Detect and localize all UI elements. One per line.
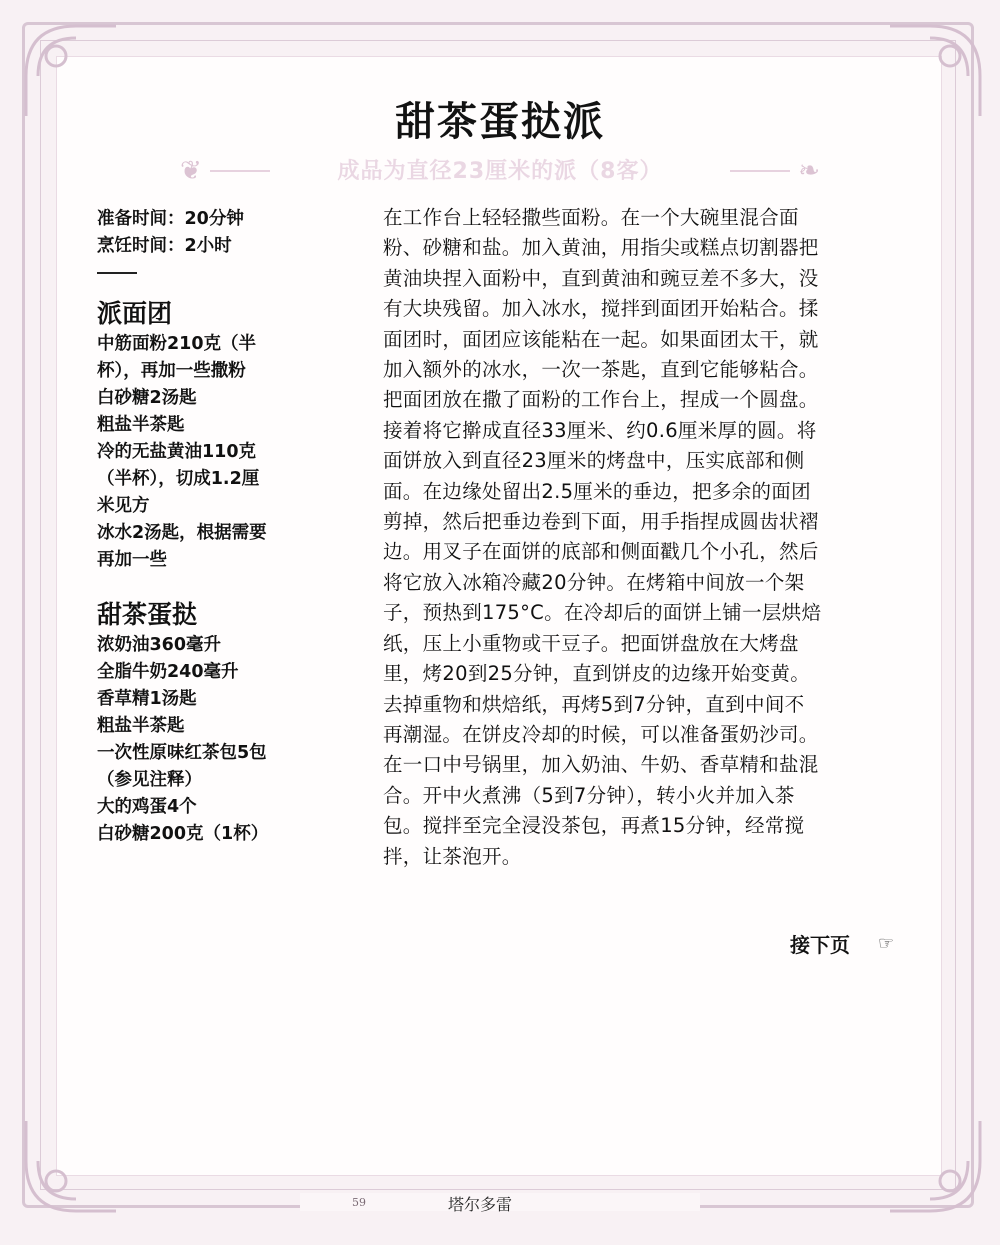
scroll-ornament-icon: ❧ [798,156,820,186]
instruction-line: 去掉重物和烘焙纸，再烤5到7分钟，直到中间不 [383,692,805,716]
next-page-label: 接下页 [790,933,850,957]
ingredient-line: 米见方 [97,496,150,516]
book-title: 塔尔多雷 [448,1195,513,1214]
ingredient-line: 全脂牛奶240毫升 [97,662,239,682]
instruction-line: 纸，压上小重物或干豆子。把面饼盘放在大烤盘 [383,631,799,655]
corner-ornament-icon [16,1101,136,1221]
instruction-line: 在工作台上轻轻撒些面粉。在一个大碗里混合面 [383,206,799,229]
instruction-line: 把面团放在撒了面粉的工作台上，捏成一个圆盘。 [383,388,819,412]
instruction-line: 有大块残留。加入冰水，搅拌到面团开始粘合。揉 [383,297,819,321]
divider [97,272,137,274]
instruction-line: 包。搅拌至完全浸没茶包，再煮15分钟，经常搅 [383,814,805,838]
ingredient-line: （半杯），切成1.2厘 [97,469,260,489]
instruction-line: 边。用叉子在面饼的底部和侧面戳几个小孔，然后 [383,540,819,564]
recipe-yield: 成品为直径23厘米的派（8客） [337,159,663,184]
instruction-line: 接着将它擀成直径33厘米、约0.6厘米厚的圆。将 [383,418,817,442]
instruction-line: 将它放入冰箱冷藏20分钟。在烤箱中间放一个架 [383,570,805,594]
instruction-line: 剪掉，然后把垂边卷到下面，用手指捏成圆齿状褶 [383,510,819,534]
ingredient-line: 中筋面粉210克（半 [97,334,257,354]
instructions-column [383,203,908,872]
instruction-line: 在一口中号锅里，加入奶油、牛奶、香草精和盐混 [383,753,819,777]
scroll-ornament-icon: ❦ [180,156,202,186]
instruction-line: 黄油块捏入面粉中，直到黄油和豌豆差不多大，没 [383,266,819,290]
page-number: 59 [352,1196,366,1209]
ingredient-line: 一次性原味红茶包5包 [97,743,267,763]
instruction-line: 合。开中火煮沸（5到7分钟），转小火并加入茶 [383,783,795,807]
instruction-line: 加入额外的冰水，一次一茶匙，直到它能够粘合。 [383,358,819,382]
ingredient-line: 香草精1汤匙 [97,689,197,709]
instruction-line: 面。在边缘处留出2.5厘米的垂边，把多余的面团 [383,479,811,503]
corner-ornament-icon [870,1101,990,1221]
instruction-line: 粉、砂糖和盐。加入黄油，用指尖或糕点切割器把 [383,236,819,260]
instruction-line: 面团时，面团应该能粘在一起。如果面团太干，就 [383,327,819,351]
ingredient-line: 白砂糖2汤匙 [97,388,197,408]
ingredient-line: 浓奶油360毫升 [97,635,222,655]
crust-heading: 派面团 [97,299,173,328]
divider [730,170,790,172]
ingredients-column [97,206,337,848]
ingredient-line: 杯），再加一些撒粉 [97,361,246,381]
recipe-title: 甜茶蛋挞派 [395,98,605,145]
pointing-hand-icon: ☞ [878,933,895,954]
ingredient-line: （参见注释） [97,770,202,790]
instruction-line: 里，烤20到25分钟，直到饼皮的边缘开始变黄。 [383,662,811,686]
ingredient-line: 冰水2汤匙，根据需要 [97,523,267,543]
ingredient-line: 冷的无盐黄油110克 [97,442,257,462]
cook-time: 烹饪时间：2小时 [97,236,232,256]
ingredient-line: 粗盐半茶匙 [97,415,185,435]
custard-heading: 甜茶蛋挞 [97,600,198,629]
ingredient-line: 再加一些 [97,550,167,570]
instruction-line: 再潮湿。在饼皮冷却的时候，可以准备蛋奶沙司。 [383,722,819,746]
ingredient-line: 粗盐半茶匙 [97,716,185,736]
prep-time: 准备时间：20分钟 [97,209,244,229]
instruction-line: 子，预热到175°C。在冷却后的面饼上铺一层烘焙 [383,601,822,625]
instruction-line: 面饼放入到直径23厘米的烤盘中，压实底部和侧 [383,449,805,473]
ingredient-line: 白砂糖200克（1杯） [97,824,269,844]
subtitle-row [180,150,820,190]
instruction-line: 拌，让茶泡开。 [383,844,522,868]
ingredient-line: 大的鸡蛋4个 [97,797,197,817]
